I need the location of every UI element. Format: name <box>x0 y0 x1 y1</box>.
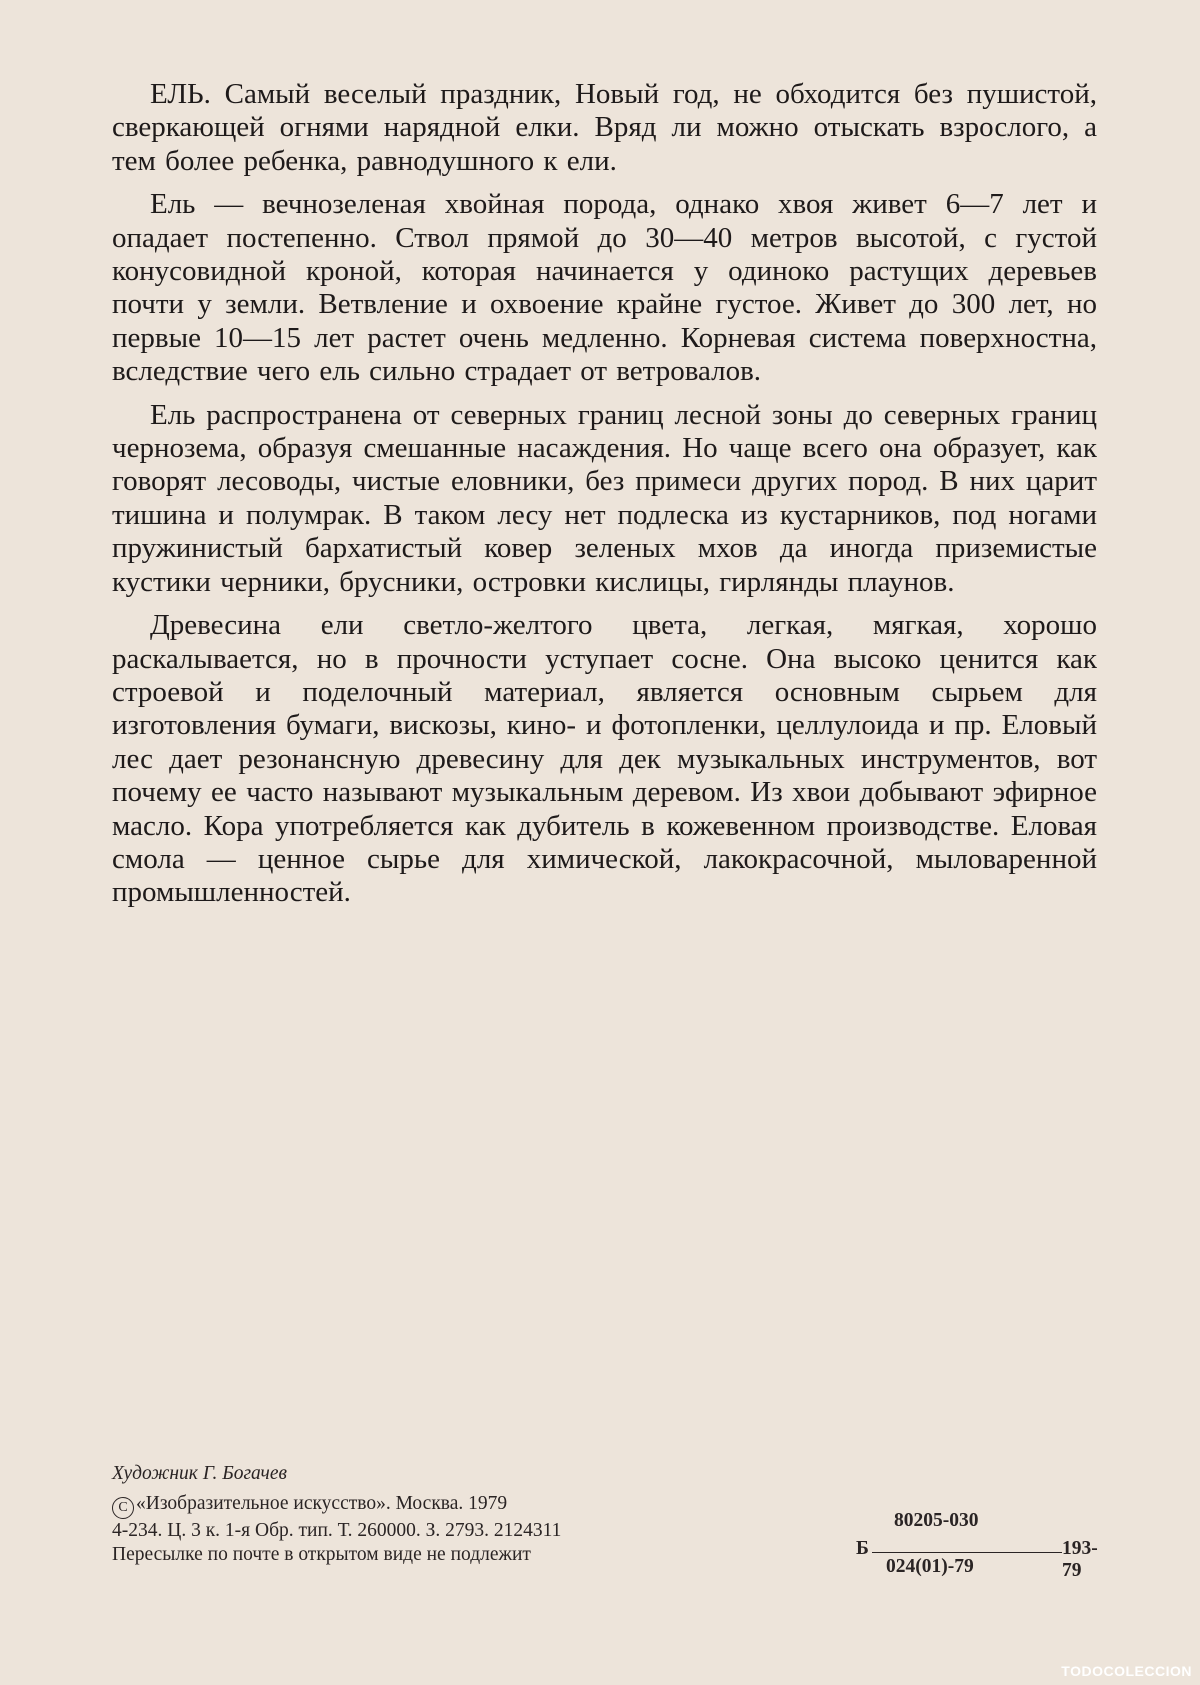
print-info: 4-234. Ц. 3 к. 1-я Обр. тип. Т. 260000. З. 2793. 2124311 <box>112 1520 562 1541</box>
paragraph-distribution: Ель распространена от северных границ лесной зоны до северных границ чернозема, образуя смешанные насаждения. Но чаще всего она образует, как говорят лесоводы, чистые еловники, без примеси других пород. В них царит тишина и полумрак. В таком лесу нет подлеска из кустарников, под ногами пружинистый бархатистый ковер зеленых мхов да иногда приземистые кустики черники, брусники, островки кислицы, гирлянды плаунов. <box>112 398 1097 598</box>
artist-credit <box>112 1462 752 1486</box>
mail-notice: Пересылке по почте в открытом виде не подлежит <box>112 1544 531 1565</box>
paragraph-intro: ЕЛЬ. Самый веселый праздник, Новый год, не обходится без пушистой, сверкающей огнями нарядной елки. Вряд ли можно отыскать взрослого, а тем более ребенка, равнодушного к ели. <box>112 78 1097 177</box>
publisher-text: «Изобразительное искусство». Москва. 1979 <box>136 1493 508 1514</box>
publisher-line <box>112 1492 752 1519</box>
artist-name: Г. Богачев <box>202 1463 287 1484</box>
paragraph-wood-uses: Древесина ели светло-желтого цвета, легкая, мягкая, хорошо раскалывается, но в прочности уступает сосне. Она высоко ценится как строевой и поделочный материал, является основным сырьем для изготовления бумаги, вискозы, кино- и фотопленки, целлулоида и пр. Еловый лес дает резонансную древесину для дек музыкальных инструментов, вот почему ее часто называют музыкальным деревом. Из хвои добывают эфирное масло. Кора употребляется как дубитель в кожевенном производстве. Еловая смола — ценное сырье для химической, лакокрасочной, мыловаренной промышленностей. <box>112 609 1097 909</box>
colophon <box>112 1462 752 1567</box>
catalog-fraction-rule <box>872 1552 1062 1553</box>
article-text <box>112 78 1097 920</box>
catalog-letter: Б <box>856 1538 869 1559</box>
artist-label: Художник <box>112 1463 198 1484</box>
catalog-index <box>856 1510 1116 1580</box>
paragraph-description: Ель — вечнозеленая хвойная порода, однако хвоя живет 6—7 лет и опадает постепенно. Ствол прямой до 30—40 метров высотой, с густой конусовидной кроной, которая начинается у одиноко растущих деревьев почти у земли. Ветвление и охвоение крайне густое. Живет до 300 лет, но первые 10—15 лет растет очень медленно. Корневая система поверхностна, вследствие чего ель сильно страдает от ветровалов. <box>112 188 1097 388</box>
catalog-denominator: 024(01)-79 <box>886 1556 974 1577</box>
catalog-numerator: 80205-030 <box>894 1510 979 1531</box>
catalog-suffix: 193-79 <box>1062 1538 1098 1581</box>
copyright-icon: C <box>112 1497 134 1519</box>
watermark: TODOCOLECCION <box>1061 1663 1192 1679</box>
